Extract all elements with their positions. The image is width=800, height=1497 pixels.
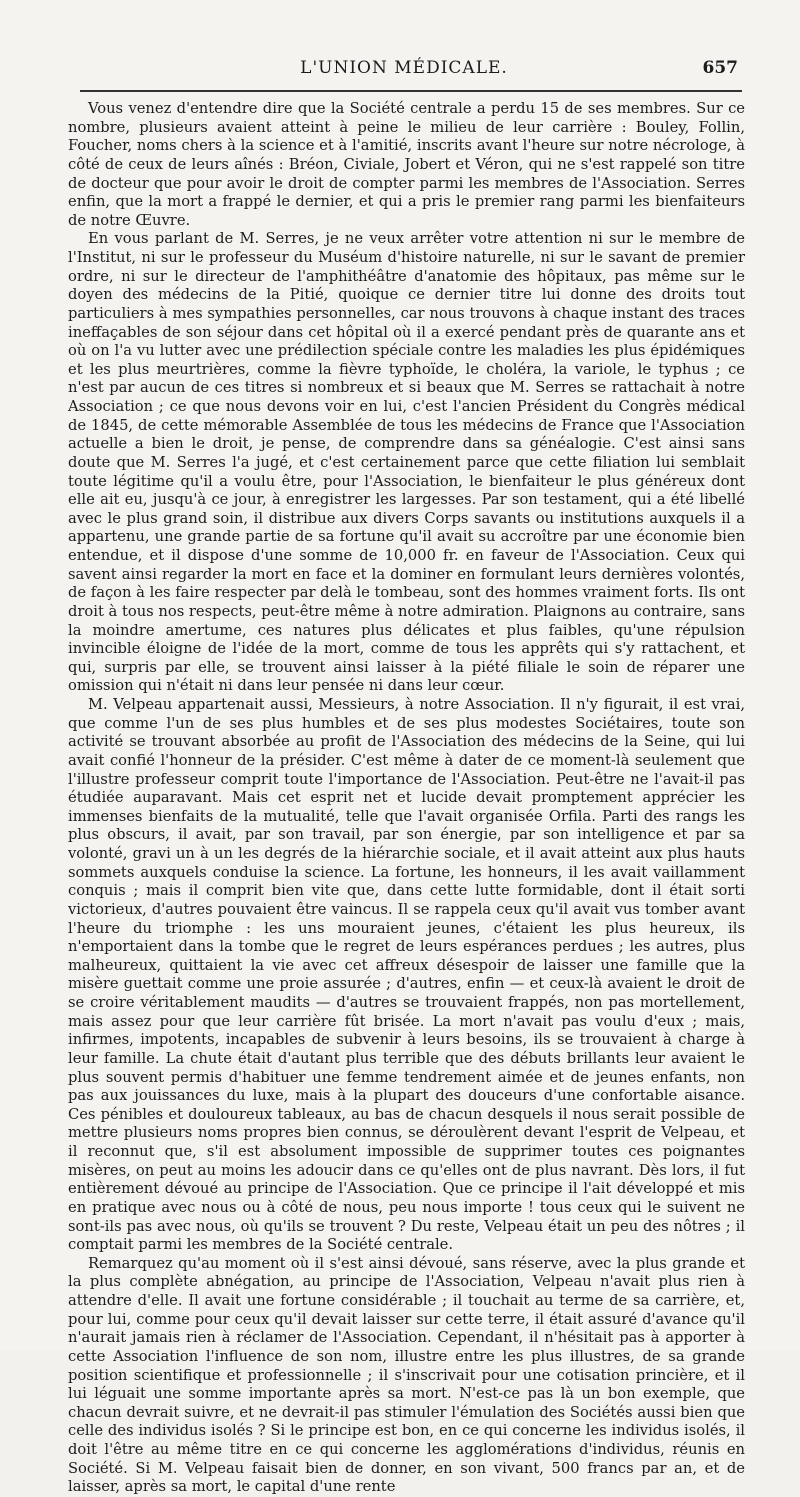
- body-text: [68, 100, 745, 1497]
- paragraph: Vous venez d'entendre dire que la Société centrale a perdu 15 de ses membres. Sur ce nombre, plusieurs avaient atteint à peine le milieu de leur carrière : Bouley, Follin, Foucher, noms chers à la science et à l'amitié, inscrits avant l'heure sur notre nécrologe, à côté de ceux de leurs aînés : Bréon, Civiale, Jobert et Véron, qui ne s'est rappelé son titre de docteur que pour avoir le droit de compter parmi les membres de l'Association. Serres enfin, que la mort a frappé le dernier, et qui a pris le premier rang parmi les bienfaiteurs de notre Œuvre.: [68, 100, 745, 229]
- paragraph: En vous parlant de M. Serres, je ne veux arrêter votre attention ni sur le membre de l'Institut, ni sur le professeur du Muséum d'histoire naturelle, ni sur le savant de premier ordre, ni sur le directeur de l'amphithéâtre d'anatomie des hôpitaux, pas même sur le doyen des médecins de la Pitié, quoique ce dernier titre lui donne des droits tout particuliers à mes sympathies personnelles, car nous trouvons à chaque instant des traces ineffaçables de son séjour dans cet hôpital où il a exercé pendant près de quarante ans et où on l'a vu lutter avec une prédilection spéciale contre les maladies les plus épidémiques et les plus meurtrières, comme la fièvre typhoïde, le choléra, la variole, le typhus ; ce n'est par aucun de ces titres si nombreux et si beaux que M. Serres se rattachait à notre Association ; ce que nous devons voir en lui, c'est l'ancien Président du Congrès médical de 1845, de cette mémorable Assemblée de tous les médecins de France que l'Association actuelle a bien le droit, je pense, de comprendre dans sa généalogie. C'est ainsi sans doute que M. Serres l'a jugé, et c'est certainement parce que cette filiation lui semblait toute légitime qu'il a voulu être, pour l'Association, le bienfaiteur le plus généreux dont elle ait eu, jusqu'à ce jour, à enregistrer les largesses. Par son testament, qui a été libellé avec le plus grand soin, il distribue aux divers Corps savants ou institutions auxquels il a appartenu, une grande partie de sa fortune qu'il avait su accroître par une économie bien entendue, et il dispose d'une somme de 10,000 fr. en faveur de l'Association. Ceux qui savent ainsi regarder la mort en face et la dominer en formulant leurs dernières volontés, de façon à les faire respecter par delà le tombeau, sont des hommes vraiment forts. Ils ont droit à tous nos respects, peut-être même à notre admiration. Plaignons au contraire, sans la moindre amertume, ces natures plus délicates et plus faibles, qu'une répulsion invincible éloigne de l'idée de la mort, comme de tous les apprêts qui s'y rattachent, et qui, surpris par elle, se trouvent ainsi laisser à la piété filiale le soin de réparer une omission qui n'était ni dans leur pensée ni dans leur cœur.: [68, 230, 745, 695]
- page-number: 657: [702, 58, 738, 78]
- paragraph: M. Velpeau appartenait aussi, Messieurs, à notre Association. Il n'y figurait, il est vrai, que comme l'un de ses plus humbles et de ses plus modestes Sociétaires, toute son activité se trouvant absorbée au profit de l'Association des médecins de la Seine, qui lui avait confié l'honneur de la présider. C'est même à dater de ce moment-là seulement que l'illustre professeur comprit toute l'importance de l'Association. Peut-être ne l'avait-il pas étudiée auparavant. Mais cet esprit net et lucide devait promptement apprécier les immenses bienfaits de la mutualité, telle que l'avait organisée Orfila. Parti des rangs les plus obscurs, il avait, par son travail, par son énergie, par son intelligence et par sa volonté, gravi un à un les degrés de la hiérarchie sociale, et il avait atteint aux plus hauts sommets auxquels conduise la science. La fortune, les honneurs, il les avait vaillamment conquis ; mais il comprit bien vite que, dans cette lutte formidable, dont il était sorti victorieux, d'autres pouvaient être vaincus. Il se rappela ceux qu'il avait vus tomber avant l'heure du triomphe : les uns mouraient jeunes, c'étaient les plus heureux, ils n'emportaient dans la tombe que le regret de leurs espérances perdues ; les autres, plus malheureux, quittaient la vie avec cet affreux désespoir de laisser une famille que la misère guettait comme une proie assurée ; d'autres, enfin — et ceux-là avaient le droit de se croire véritablement maudits — d'autres se trouvaient frappés, non pas mortellement, mais assez pour que leur carrière fût brisée. La mort n'avait pas voulu d'eux ; mais, infirmes, impotents, incapables de subvenir à leurs besoins, ils se trouvaient à charge à leur famille. La chute était d'autant plus terrible que des débuts brillants leur avaient le plus souvent permis d'habituer une femme tendrement aimée et de jeunes enfants, non pas aux jouissances du luxe, mais à la plupart des douceurs d'une confortable aisance. Ces pénibles et douloureux tableaux, au bas de chacun desquels il nous serait possible de mettre plusieurs noms propres bien connus, se déroulèrent devant l'esprit de Velpeau, et il reconnut que, s'il est absolument impossible de supprimer toutes ces poignantes misères, on peut au moins les adoucir dans ce qu'elles ont de plus navrant. Dès lors, il fut entièrement dévoué au principe de l'Association. Que ce principe il l'ait développé et mis en pratique avec nous ou à côté de nous, peu nous importe ! tous ceux qui le suivent ne sont-ils pas avec nous, où qu'ils se trouvent ? Du reste, Velpeau était un peu des nôtres ; il comptait parmi les membres de la Société centrale.: [68, 696, 745, 1254]
- paragraph: Remarquez qu'au moment où il s'est ainsi dévoué, sans réserve, avec la plus grande et la plus complète abnégation, au principe de l'Association, Velpeau n'avait plus rien à attendre d'elle. Il avait une fortune considérable ; il touchait au terme de sa carrière, et, pour lui, comme pour ceux qu'il devait laisser sur cette terre, il était assuré d'avance qu'il n'aurait jamais rien à réclamer de l'Association. Cependant, il n'hésitait pas à apporter à cette Association l'influence de son nom, illustre entre les plus illustres, de sa grande position scientifique et professionnelle ; il s'inscrivait pour une cotisation princière, et il lui léguait une somme importante après sa mort. N'est-ce pas là un bon exemple, que chacun devrait suivre, et ne devrait-il pas stimuler l'émulation des Sociétés aussi bien que celle des individus isolés ? Si le principe est bon, en ce qui concerne les individus isolés, il doit l'être au même titre en ce qui concerne les agglomérations d'individus, réunis en Société. Si M. Velpeau faisait bien de donner, en son vivant, 500 francs par an, et de laisser, après sa mort, le capital d'une rente: [68, 1254, 745, 1496]
- page-header: [68, 50, 740, 84]
- header-rule: [80, 90, 742, 92]
- running-title: L'UNION MÉDICALE.: [300, 58, 508, 78]
